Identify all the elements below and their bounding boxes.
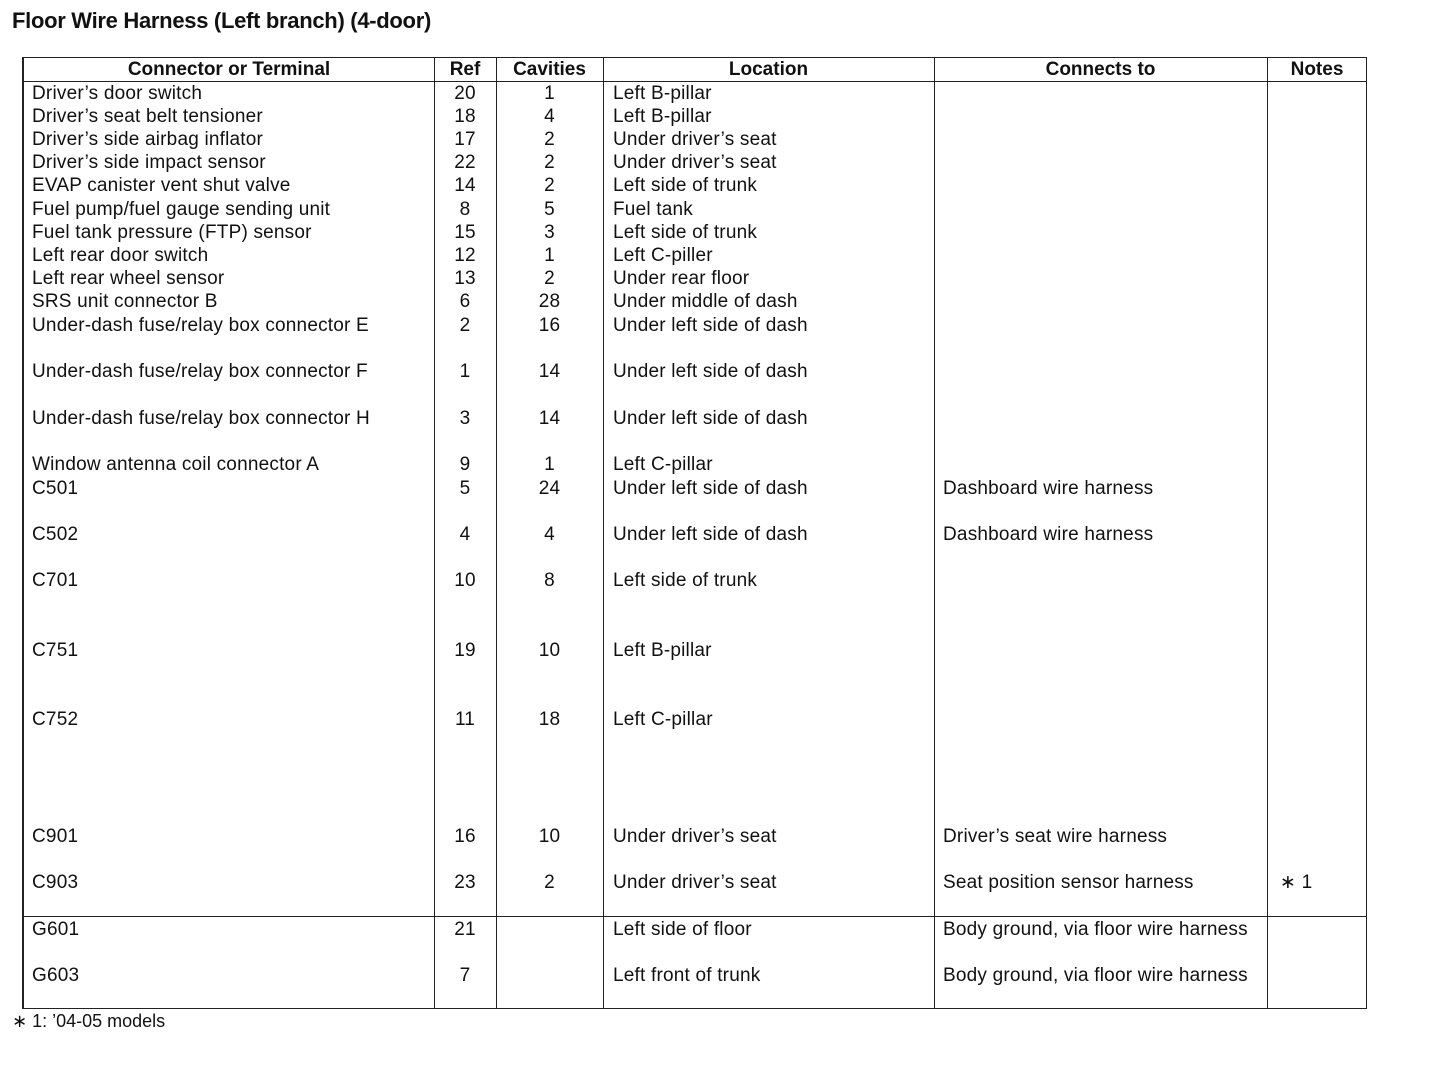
cell-connector: Under-dash fuse/relay box connector H [32,408,370,429]
cell-cavities: 2 [544,175,555,196]
cell-connector: C901 [32,826,79,847]
cell-location: Left front of trunk [613,965,761,986]
cell-connector: Left rear door switch [32,245,209,266]
cell-cavities: 16 [538,315,561,336]
cell-cavities: 2 [544,152,555,173]
cell-ref: 17 [454,129,476,150]
cell-location: Left B-pillar [613,640,712,661]
cell-cavities: 3 [544,222,555,243]
cell-location: Under driver’s seat [613,872,777,893]
cell-connector: Window antenna coil connector A [32,454,320,475]
cell-ref: 15 [454,222,476,243]
cell-ref: 22 [454,152,476,173]
harness-table [22,57,1367,1009]
cell-ref: 8 [459,199,471,220]
cell-connector: C903 [32,872,79,893]
cell-cavities: 24 [538,478,561,499]
cell-ref: 20 [454,83,476,104]
cell-location: Under left side of dash [613,524,808,545]
cell-ref: 5 [459,478,471,499]
cell-connects-to: Seat position sensor harness [943,872,1194,893]
cell-location: Left B-pillar [613,83,712,104]
cell-cavities: 14 [538,408,561,429]
cell-connector: Driver’s door switch [32,83,203,104]
page-title: Floor Wire Harness (Left branch) (4-door) [12,8,431,33]
cell-connector: G601 [32,919,80,940]
cell-cavities: 10 [538,826,561,847]
header-connects-to: Connects to [1045,59,1156,80]
cell-cavities: 1 [544,83,555,104]
cell-connector: Driver’s seat belt tensioner [32,106,263,127]
cell-location: Left side of trunk [613,175,758,196]
cell-cavities: 8 [544,570,555,591]
cell-ref: 1 [459,361,471,382]
cell-location: Left C-piller [613,245,713,266]
cell-location: Under left side of dash [613,478,808,499]
cell-connector: C701 [32,570,79,591]
cell-ref: 13 [454,268,476,289]
cell-ref: 4 [459,524,471,545]
cell-location: Under left side of dash [613,408,808,429]
cell-location: Left C-pillar [613,454,713,475]
cell-connector: Fuel tank pressure (FTP) sensor [32,222,312,243]
cell-cavities: 1 [544,245,555,266]
cell-location: Fuel tank [613,199,693,220]
cell-connects-to: Body ground, via floor wire harness [943,965,1248,986]
header-cavities: Cavities [513,59,586,80]
cell-cavities: 2 [544,268,555,289]
cell-location: Under driver’s seat [613,826,777,847]
cell-ref: 16 [454,826,476,847]
cell-location: Left side of trunk [613,570,758,591]
cell-cavities: 2 [544,129,555,150]
cell-location: Under driver’s seat [613,129,777,150]
cell-location: Left side of floor [613,919,752,940]
cell-connector: Under-dash fuse/relay box connector F [32,361,368,382]
cell-connects-to: Body ground, via floor wire harness [943,919,1248,940]
cell-connector: SRS unit connector B [32,291,218,312]
cell-ref: 11 [454,709,476,730]
cell-location: Under left side of dash [613,315,808,336]
cell-connector: Under-dash fuse/relay box connector E [32,315,369,336]
cell-connects-to: Dashboard wire harness [943,478,1154,499]
cell-cavities: 1 [544,454,555,475]
cell-connector: C501 [32,478,79,499]
cell-connector: Driver’s side airbag inflator [32,129,264,150]
cell-connector: C751 [32,640,79,661]
cell-ref: 9 [459,454,471,475]
ground-section-divider [24,916,1366,917]
cell-location: Under driver’s seat [613,152,777,173]
cell-cavities: 4 [544,524,555,545]
header-connector: Connector or Terminal [127,59,331,80]
column-divider [934,58,935,1008]
header-location: Location [728,59,809,80]
cell-connector: Left rear wheel sensor [32,268,225,289]
cell-ref: 6 [459,291,471,312]
footnote: ∗ 1: ’04-05 models [12,1011,166,1031]
cell-location: Under left side of dash [613,361,808,382]
cell-connector: EVAP canister vent shut valve [32,175,291,196]
cell-connects-to: Driver’s seat wire harness [943,826,1168,847]
column-divider [1267,58,1268,1008]
cell-connector: G603 [32,965,80,986]
cell-location: Left side of trunk [613,222,758,243]
cell-ref: 12 [454,245,476,266]
cell-cavities: 5 [544,199,555,220]
cell-cavities: 28 [538,291,561,312]
cell-ref: 19 [454,640,476,661]
cell-location: Under rear floor [613,268,750,289]
cell-ref: 10 [454,570,476,591]
cell-ref: 18 [454,106,476,127]
cell-connector: Fuel pump/fuel gauge sending unit [32,199,331,220]
cell-location: Left B-pillar [613,106,712,127]
cell-cavities: 2 [544,872,555,893]
cell-ref: 3 [459,408,471,429]
cell-cavities: 14 [538,361,561,382]
cell-connector: C752 [32,709,79,730]
cell-ref: 23 [454,872,476,893]
cell-connector: C502 [32,524,79,545]
cell-cavities: 18 [538,709,561,730]
cell-connects-to: Dashboard wire harness [943,524,1154,545]
cell-ref: 2 [459,315,471,336]
cell-location: Left C-pillar [613,709,713,730]
header-ref: Ref [449,59,481,80]
header-notes: Notes [1290,59,1344,80]
cell-ref: 7 [459,965,471,986]
cell-connector: Driver’s side impact sensor [32,152,266,173]
cell-cavities: 10 [538,640,561,661]
column-divider [603,58,604,1008]
cell-ref: 21 [454,919,476,940]
cell-ref: 14 [454,175,476,196]
cell-cavities: 4 [544,106,555,127]
cell-location: Under middle of dash [613,291,798,312]
cell-notes: ∗ 1 [1280,872,1313,893]
